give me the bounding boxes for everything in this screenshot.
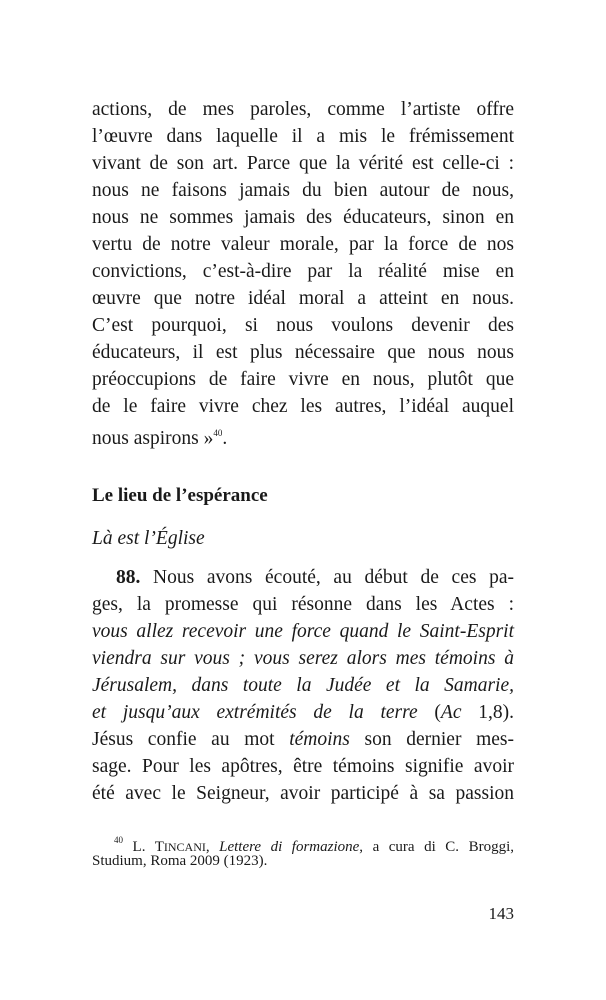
text-line: [92, 699, 514, 726]
italic-text: Jérusalem, dans toute la Judée et la Samarie,: [92, 675, 514, 696]
text-fragment: son dernier mes-: [349, 729, 514, 750]
author-initial: L. T: [123, 839, 164, 855]
footnote-line: Studium, Roma 2009 (1923).: [92, 853, 268, 869]
text-line: [92, 672, 514, 699]
text-line: été avec le Seigneur, avoir participé à sa passion: [92, 783, 514, 804]
footnote-number: 40: [114, 835, 123, 845]
text-line: convictions, c’est-à-dire par la réalité mise en: [92, 261, 514, 282]
text-fragment: ,: [205, 839, 220, 855]
text-fragment: Nous avons écouté, au début de ces pa-: [140, 567, 514, 588]
text-line: [92, 726, 514, 753]
footnote-marker: 40: [213, 428, 223, 438]
text-line: préoccupions de faire vivre en nous, plutôt que: [92, 369, 514, 390]
text-line: sage. Pour les apôtres, être témoins signifie avoir: [92, 756, 514, 777]
italic-text: et jusqu’aux extrémités de la terre: [92, 702, 418, 723]
subsection-heading: Là est l’Église: [92, 528, 205, 549]
page-number: 143: [488, 904, 514, 923]
text-fragment: .: [222, 428, 228, 449]
text-line: [92, 618, 514, 645]
italic-text: vous allez recevoir une force quand le Saint-Esprit: [92, 621, 514, 642]
italic-text: viendra sur vous ; vous serez alors mes témoins à: [92, 648, 514, 669]
book-title: Lettere di formazione: [219, 839, 360, 855]
text-line: actions, de mes paroles, comme l’artiste offre: [92, 99, 514, 120]
section-heading: Le lieu de l’espérance: [92, 485, 268, 506]
text-line: [92, 420, 514, 452]
text-line: vivant de son art. Parce que la vérité est celle-ci :: [92, 153, 514, 174]
bible-book: Ac: [440, 702, 462, 723]
text-fragment: Jésus confie au mot: [92, 729, 290, 750]
text-line: [92, 564, 514, 591]
text-fragment: (: [417, 702, 441, 723]
text-line: ges, la promesse qui résonne dans les Actes :: [92, 594, 514, 615]
text-line: l’œuvre dans laquelle il a mis le frémissement: [92, 126, 514, 147]
text-fragment: , a cura di C. Broggi,: [359, 839, 514, 855]
text-line: de le faire vivre chez les autres, l’idéal auquel: [92, 396, 514, 417]
paragraph-number: 88.: [116, 567, 141, 588]
text-line: nous ne faisons jamais du bien autour de nous,: [92, 180, 514, 201]
text-line: éducateurs, il est plus nécessaire que nous nous: [92, 342, 514, 363]
text-line: œuvre que notre idéal moral a atteint en nous.: [92, 288, 514, 309]
text-fragment: 1,8).: [461, 702, 515, 723]
text-fragment: nous aspirons »: [92, 428, 214, 449]
text-line: [92, 645, 514, 672]
text-line: nous ne sommes jamais des éducateurs, sinon en: [92, 207, 514, 228]
text-line: vertu de notre valeur morale, par la force de nos: [92, 234, 514, 255]
italic-text: témoins: [289, 729, 350, 750]
text-line: C’est pourquoi, si nous voulons devenir des: [92, 315, 514, 336]
author-smallcaps: INCANI: [163, 840, 206, 854]
